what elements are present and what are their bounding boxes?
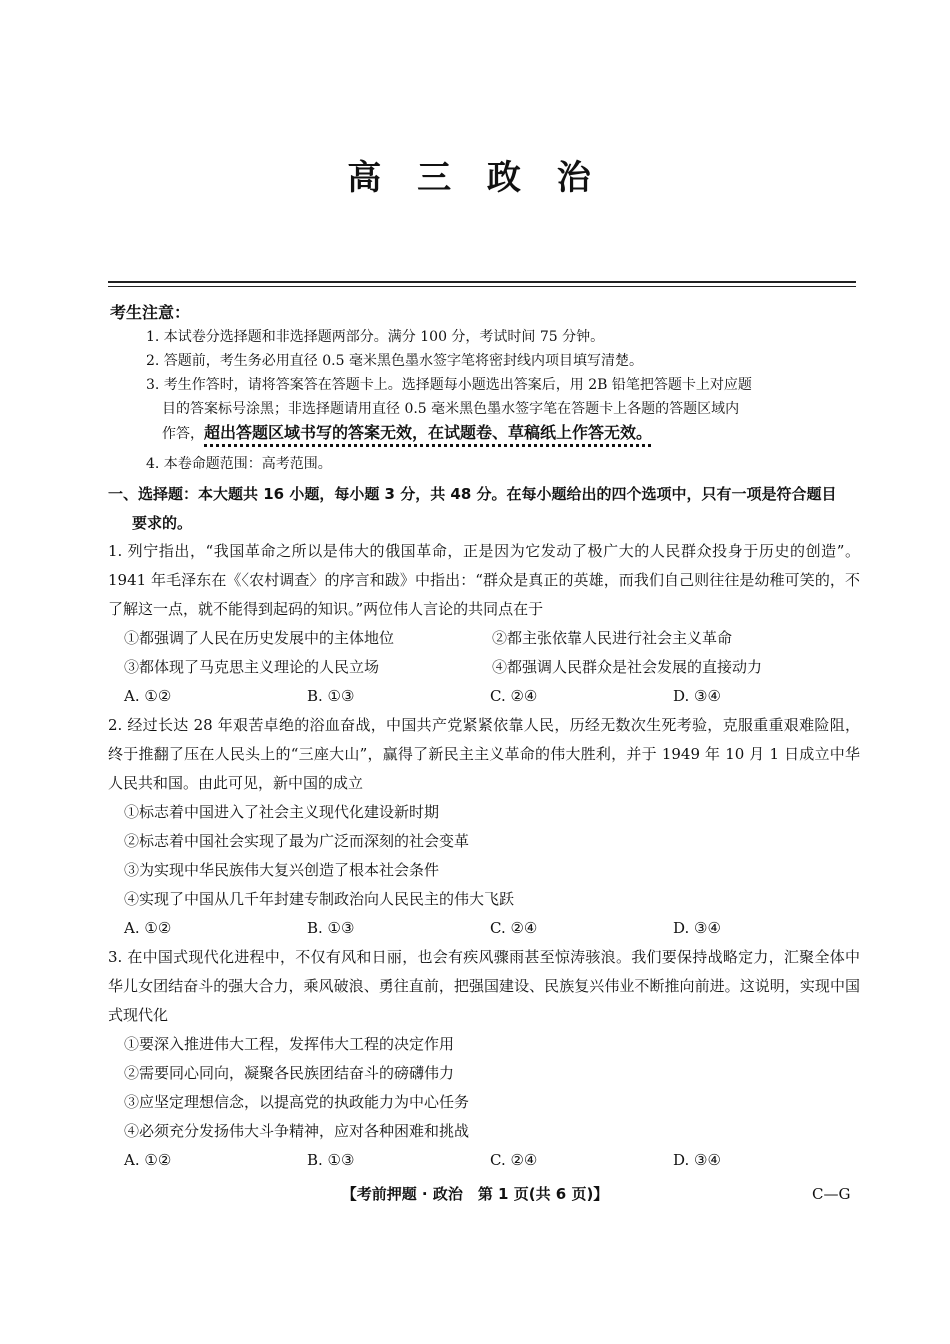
notice-heading: 考生注意： [110, 303, 191, 322]
option: ①标志着中国进入了社会主义现代化建设新时期 [124, 803, 440, 821]
answer-d: D. ③④ [673, 919, 721, 937]
question-2 [108, 711, 860, 943]
option: ③应坚定理想信念，以提高党的执政能力为中心任务 [124, 1093, 470, 1111]
option: ③都体现了马克思主义理论的人民立场 [124, 658, 380, 676]
answer-b: B. ①③ [307, 687, 355, 705]
option: ①都强调了人民在历史发展中的主体地位 [124, 629, 395, 647]
answer-a: A. ①② [124, 687, 172, 705]
answer-c: C. ②④ [490, 1151, 538, 1169]
answer-b: B. ①③ [307, 919, 355, 937]
section-line-1: 一、选择题：本大题共 16 小题，每小题 3 分，共 48 分。在每小题给出的四个选项中，只有一项是符合题目 [108, 485, 837, 503]
question-1 [108, 537, 860, 711]
question-stem: 1. 列宁指出，“我国革命之所以是伟大的俄国革命，正是因为它发动了极广大的人民群众投身于历史的创造”。1941 年毛泽东在《〈农村调查〉的序言和跋》中指出：“群众是真正的英雄，而我们自己则往往是幼稚可笑的，不了解这一点，就不能得到起码的知识。”两位伟人言论的共同点在于 [108, 542, 860, 618]
option-grid [108, 624, 860, 682]
notice-item-3-cont: 目的答案标号涂黑；非选择题请用直径 0.5 毫米黑色墨水签字笔在答题卡上各题的答题区域内 [162, 401, 740, 417]
notice-item-3-end [110, 421, 860, 446]
option: ④必须充分发扬伟大斗争精神，应对各种困难和挑战 [124, 1122, 470, 1140]
section-heading [108, 480, 860, 538]
section-line-2: 要求的。 [132, 514, 193, 532]
paper-code: C—G [812, 1185, 851, 1203]
header-rule-thin [108, 286, 856, 287]
answer-row [108, 914, 860, 943]
notice-item-4: 4. 本卷命题范围：高考范围。 [146, 456, 332, 472]
option: ②标志着中国社会实现了最为广泛而深刻的社会变革 [124, 832, 470, 850]
header-rule [108, 281, 856, 283]
option: ②都主张依靠人民进行社会主义革命 [492, 629, 733, 647]
option: ③为实现中华民族伟大复兴创造了根本社会条件 [124, 861, 440, 879]
notice-item-3-lead: 作答， [162, 426, 204, 442]
notice-item-1: 1. 本试卷分选择题和非选择题两部分。满分 100 分，考试时间 75 分钟。 [146, 329, 605, 345]
notice-item-2: 2. 答题前，考生务必用直径 0.5 毫米黑色墨水签字笔将密封线内项目填写清楚。 [146, 353, 643, 369]
answer-c: C. ②④ [490, 919, 538, 937]
answer-row [108, 682, 860, 711]
question-stem: 3. 在中国式现代化进程中，不仅有风和日丽，也会有疾风骤雨甚至惊涛骇浪。我们要保持战略定力，汇聚全体中华儿女团结奋斗的强大合力，乘风破浪、勇往直前，把强国建设、民族复兴伟业不断推向前进。这说明，实现中国式现代化 [108, 948, 860, 1024]
option: ④都强调人民群众是社会发展的直接动力 [492, 658, 763, 676]
notice-block [110, 300, 860, 476]
answer-row [108, 1146, 860, 1175]
question-stem: 2. 经过长达 28 年艰苦卓绝的浴血奋战，中国共产党紧紧依靠人民，历经无数次生死考验，克服重重艰难险阻，终于推翻了压在人民头上的“三座大山”，赢得了新民主主义革命的伟大胜利，并于 1949 年 10 月 1 日成立中华人民共和国。由此可见，新中国的成立 [108, 716, 860, 792]
answer-a: A. ①② [124, 919, 172, 937]
notice-emphasis: 超出答题区域书写的答案无效，在试题卷、草稿纸上作答无效。 [204, 423, 653, 442]
question-list [108, 537, 860, 1175]
answer-b: B. ①③ [307, 1151, 355, 1169]
answer-a: A. ①② [124, 1151, 172, 1169]
answer-d: D. ③④ [673, 687, 721, 705]
page-footer: 【考前押题 · 政治 第 1 页(共 6 页)】 [341, 1185, 609, 1203]
page-title: 高 三 政 治 [347, 158, 603, 198]
option: ②需要同心同向，凝聚各民族团结奋斗的磅礴伟力 [124, 1064, 455, 1082]
notice-item-3: 3. 考生作答时，请将答案答在答题卡上。选择题每小题选出答案后，用 2B 铅笔把答题卡上对应题 [146, 377, 752, 393]
answer-c: C. ②④ [490, 687, 538, 705]
option: ④实现了中国从几千年封建专制政治向人民民主的伟大飞跃 [124, 890, 515, 908]
answer-d: D. ③④ [673, 1151, 721, 1169]
option: ①要深入推进伟大工程，发挥伟大工程的决定作用 [124, 1035, 455, 1053]
question-3 [108, 943, 860, 1175]
